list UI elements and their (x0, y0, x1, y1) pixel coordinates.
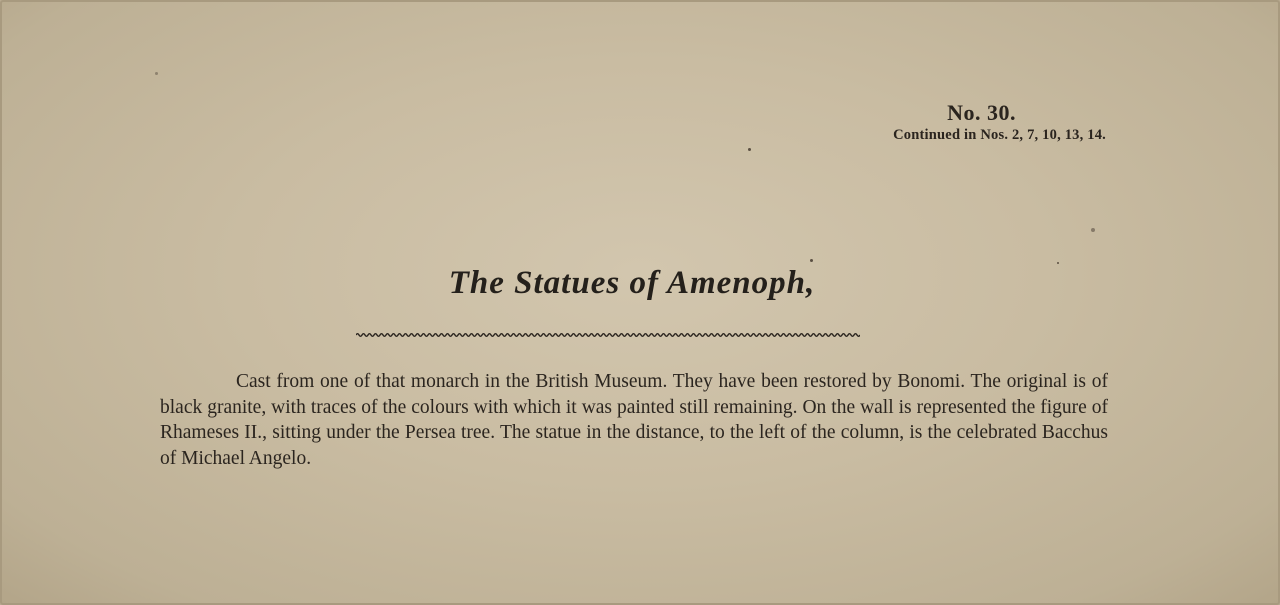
paper-speck (155, 72, 158, 75)
card-title: The Statues of Amenoph, (448, 265, 816, 301)
paper-speck (748, 148, 751, 151)
paper-speck (810, 259, 813, 262)
paper-speck (1091, 228, 1095, 232)
continued-note: Continued in Nos. 2, 7, 10, 13, 14. (893, 127, 1106, 143)
paper-speck (1057, 262, 1059, 264)
wavy-divider (356, 329, 860, 341)
card-description: Cast from one of that monarch in the British Museum. They have been restored by Bonomi. The original is of black granite, with traces of the colours with which it was painted still remaining. On the wall is represented the figure of Rhameses II., sitting under the Persea tree. The statue in the distance, to the left of the column, is the celebrated Bacchus of Michael Angelo. (160, 371, 1108, 469)
card-number: No. 30. (947, 100, 1016, 125)
